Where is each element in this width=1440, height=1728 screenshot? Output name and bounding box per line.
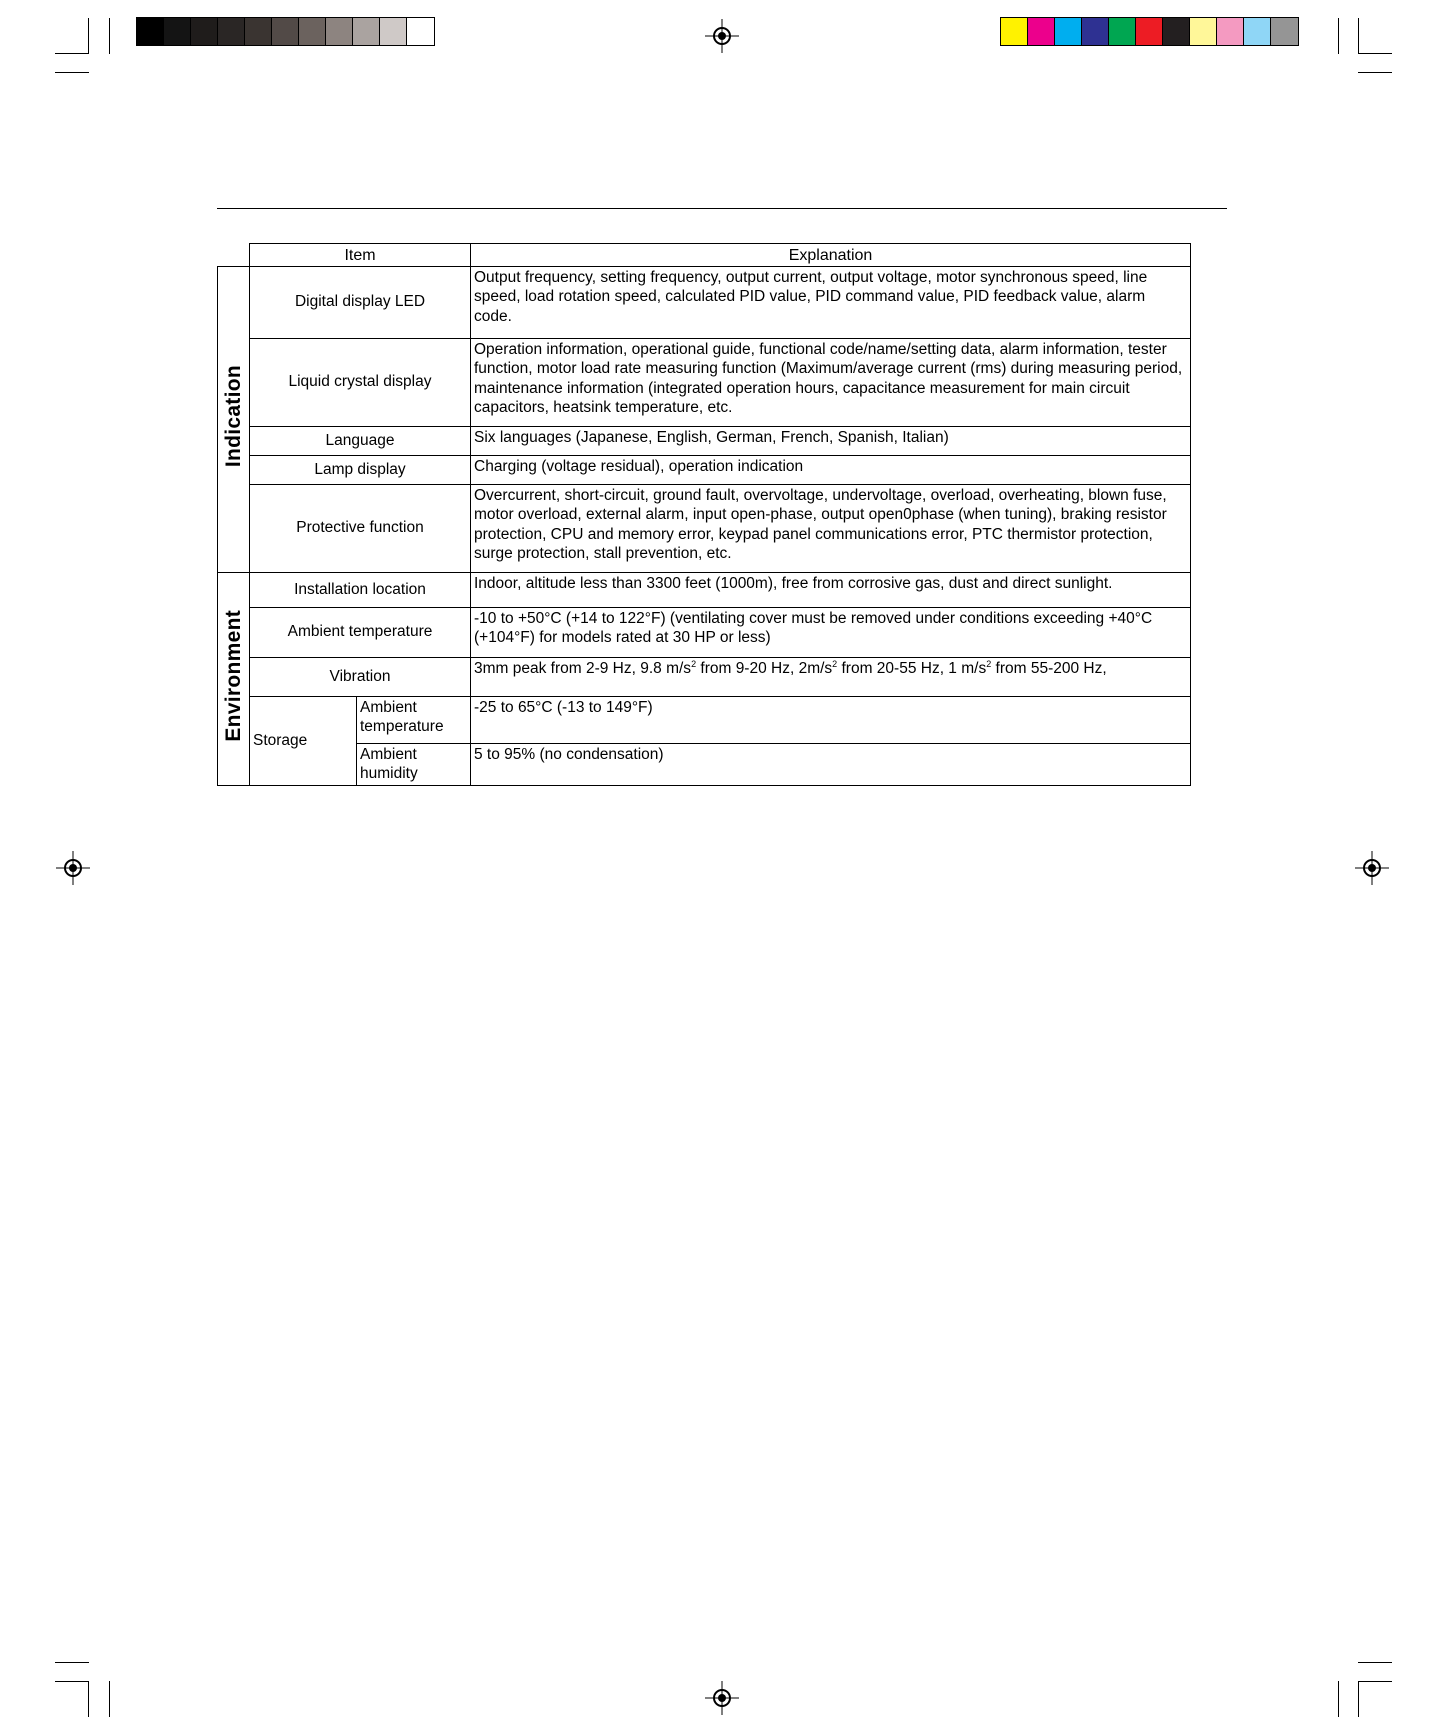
item-storage-ambient-temperature: Ambient temperature	[357, 696, 471, 743]
group-label-indication: Indication	[221, 365, 245, 468]
item-storage: Storage	[250, 696, 357, 785]
process-swatch-4	[1109, 18, 1136, 45]
process-swatch-8	[1217, 18, 1244, 45]
process-swatch-1	[1028, 18, 1055, 45]
table-row	[218, 426, 1191, 455]
table-row	[218, 338, 1191, 426]
color-calibration-bar	[1000, 17, 1299, 46]
process-swatch-9	[1244, 18, 1271, 45]
gray-swatch-0	[137, 18, 164, 45]
header-explanation: Explanation	[471, 244, 1191, 267]
header-corner	[218, 244, 250, 267]
explanation-vibration: 3mm peak from 2-9 Hz, 9.8 $m/s^2$ from 9-20 Hz, $2m/s^2$ from 20-55 Hz, 1 $m/s^2$ from 55-200 Hz,	[471, 657, 1191, 696]
explanation-storage-ambient-humidity: 5 to 95% (no condensation)	[471, 743, 1191, 785]
item-protective-function: Protective function	[250, 484, 471, 572]
explanation-protective-function: Overcurrent, short-circuit, ground fault, overvoltage, undervoltage, overload, overheating, blown fuse, motor overload, external alarm, input open-phase, output open0phase (when tuning), braking resistor protection, CPU and memory error, keypad panel communications error, PTC thermistor protection, surge protection, stall prevention, etc.	[471, 484, 1191, 572]
item-storage-ambient-humidity: Ambient humidity	[357, 743, 471, 785]
explanation-storage-ambient-temperature: -25 to 65°C (-13 to 149°F)	[471, 696, 1191, 743]
group-label-environment: Environment	[221, 609, 245, 742]
table-row	[218, 455, 1191, 484]
registration-mark-left	[56, 851, 90, 885]
item-language: Language	[250, 426, 471, 455]
item-liquid-crystal-display: Liquid crystal display	[250, 338, 471, 426]
gray-swatch-5	[272, 18, 299, 45]
item-installation-location: Installation location	[250, 572, 471, 607]
explanation-ambient-temperature: -10 to +50°C (+14 to 122°F) (ventilating cover must be removed under conditions exceeding +40°C (+104°F) for models rated at 30 HP or less)	[471, 607, 1191, 657]
gray-swatch-8	[353, 18, 380, 45]
table-row	[218, 484, 1191, 572]
table-row	[218, 266, 1191, 338]
header-item: Item	[250, 244, 471, 267]
specifications-table	[217, 243, 1191, 786]
process-swatch-6	[1163, 18, 1190, 45]
registration-mark-top	[705, 19, 739, 53]
gray-swatch-7	[326, 18, 353, 45]
process-swatch-2	[1055, 18, 1082, 45]
item-ambient-temperature: Ambient temperature	[250, 607, 471, 657]
explanation-liquid-crystal-display: Operation information, operational guide, functional code/name/setting data, alarm information, tester function, motor load rate measuring function (Maximum/average current (rms) during measuring period, maintenance information (integrated operation hours, capacitance measurement for main circuit capacitors, heatsink temperature, etc.	[471, 338, 1191, 426]
gray-swatch-9	[380, 18, 407, 45]
registration-mark-right	[1355, 851, 1389, 885]
process-swatch-3	[1082, 18, 1109, 45]
gray-swatch-3	[218, 18, 245, 45]
item-lamp-display: Lamp display	[250, 455, 471, 484]
explanation-lamp-display: Charging (voltage residual), operation indication	[471, 455, 1191, 484]
explanation-installation-location: Indoor, altitude less than 3300 feet (1000m), free from corrosive gas, dust and direct sunlight.	[471, 572, 1191, 607]
item-vibration: Vibration	[250, 657, 471, 696]
explanation-digital-display-led: Output frequency, setting frequency, output current, output voltage, motor synchronous speed, line speed, load rotation speed, calculated PID value, PID command value, PID feedback value, alarm code.	[471, 266, 1191, 338]
process-swatch-0	[1001, 18, 1028, 45]
registration-mark-bottom	[705, 1681, 739, 1715]
process-swatch-10	[1271, 18, 1298, 45]
gray-swatch-1	[164, 18, 191, 45]
item-digital-display-led: Digital display LED	[250, 266, 471, 338]
gray-swatch-2	[191, 18, 218, 45]
process-swatch-7	[1190, 18, 1217, 45]
explanation-language: Six languages (Japanese, English, German, French, Spanish, Italian)	[471, 426, 1191, 455]
process-swatch-5	[1136, 18, 1163, 45]
gray-swatch-10	[407, 18, 434, 45]
table-row	[218, 743, 1191, 785]
gray-swatch-6	[299, 18, 326, 45]
table-row	[218, 607, 1191, 657]
gray-swatch-4	[245, 18, 272, 45]
group-indication	[218, 266, 250, 572]
table-row	[218, 657, 1191, 696]
table-row	[218, 572, 1191, 607]
table-header-row	[218, 244, 1191, 267]
grayscale-calibration-bar	[136, 17, 435, 46]
table-row	[218, 696, 1191, 743]
group-environment	[218, 572, 250, 785]
header-rule	[217, 208, 1227, 209]
